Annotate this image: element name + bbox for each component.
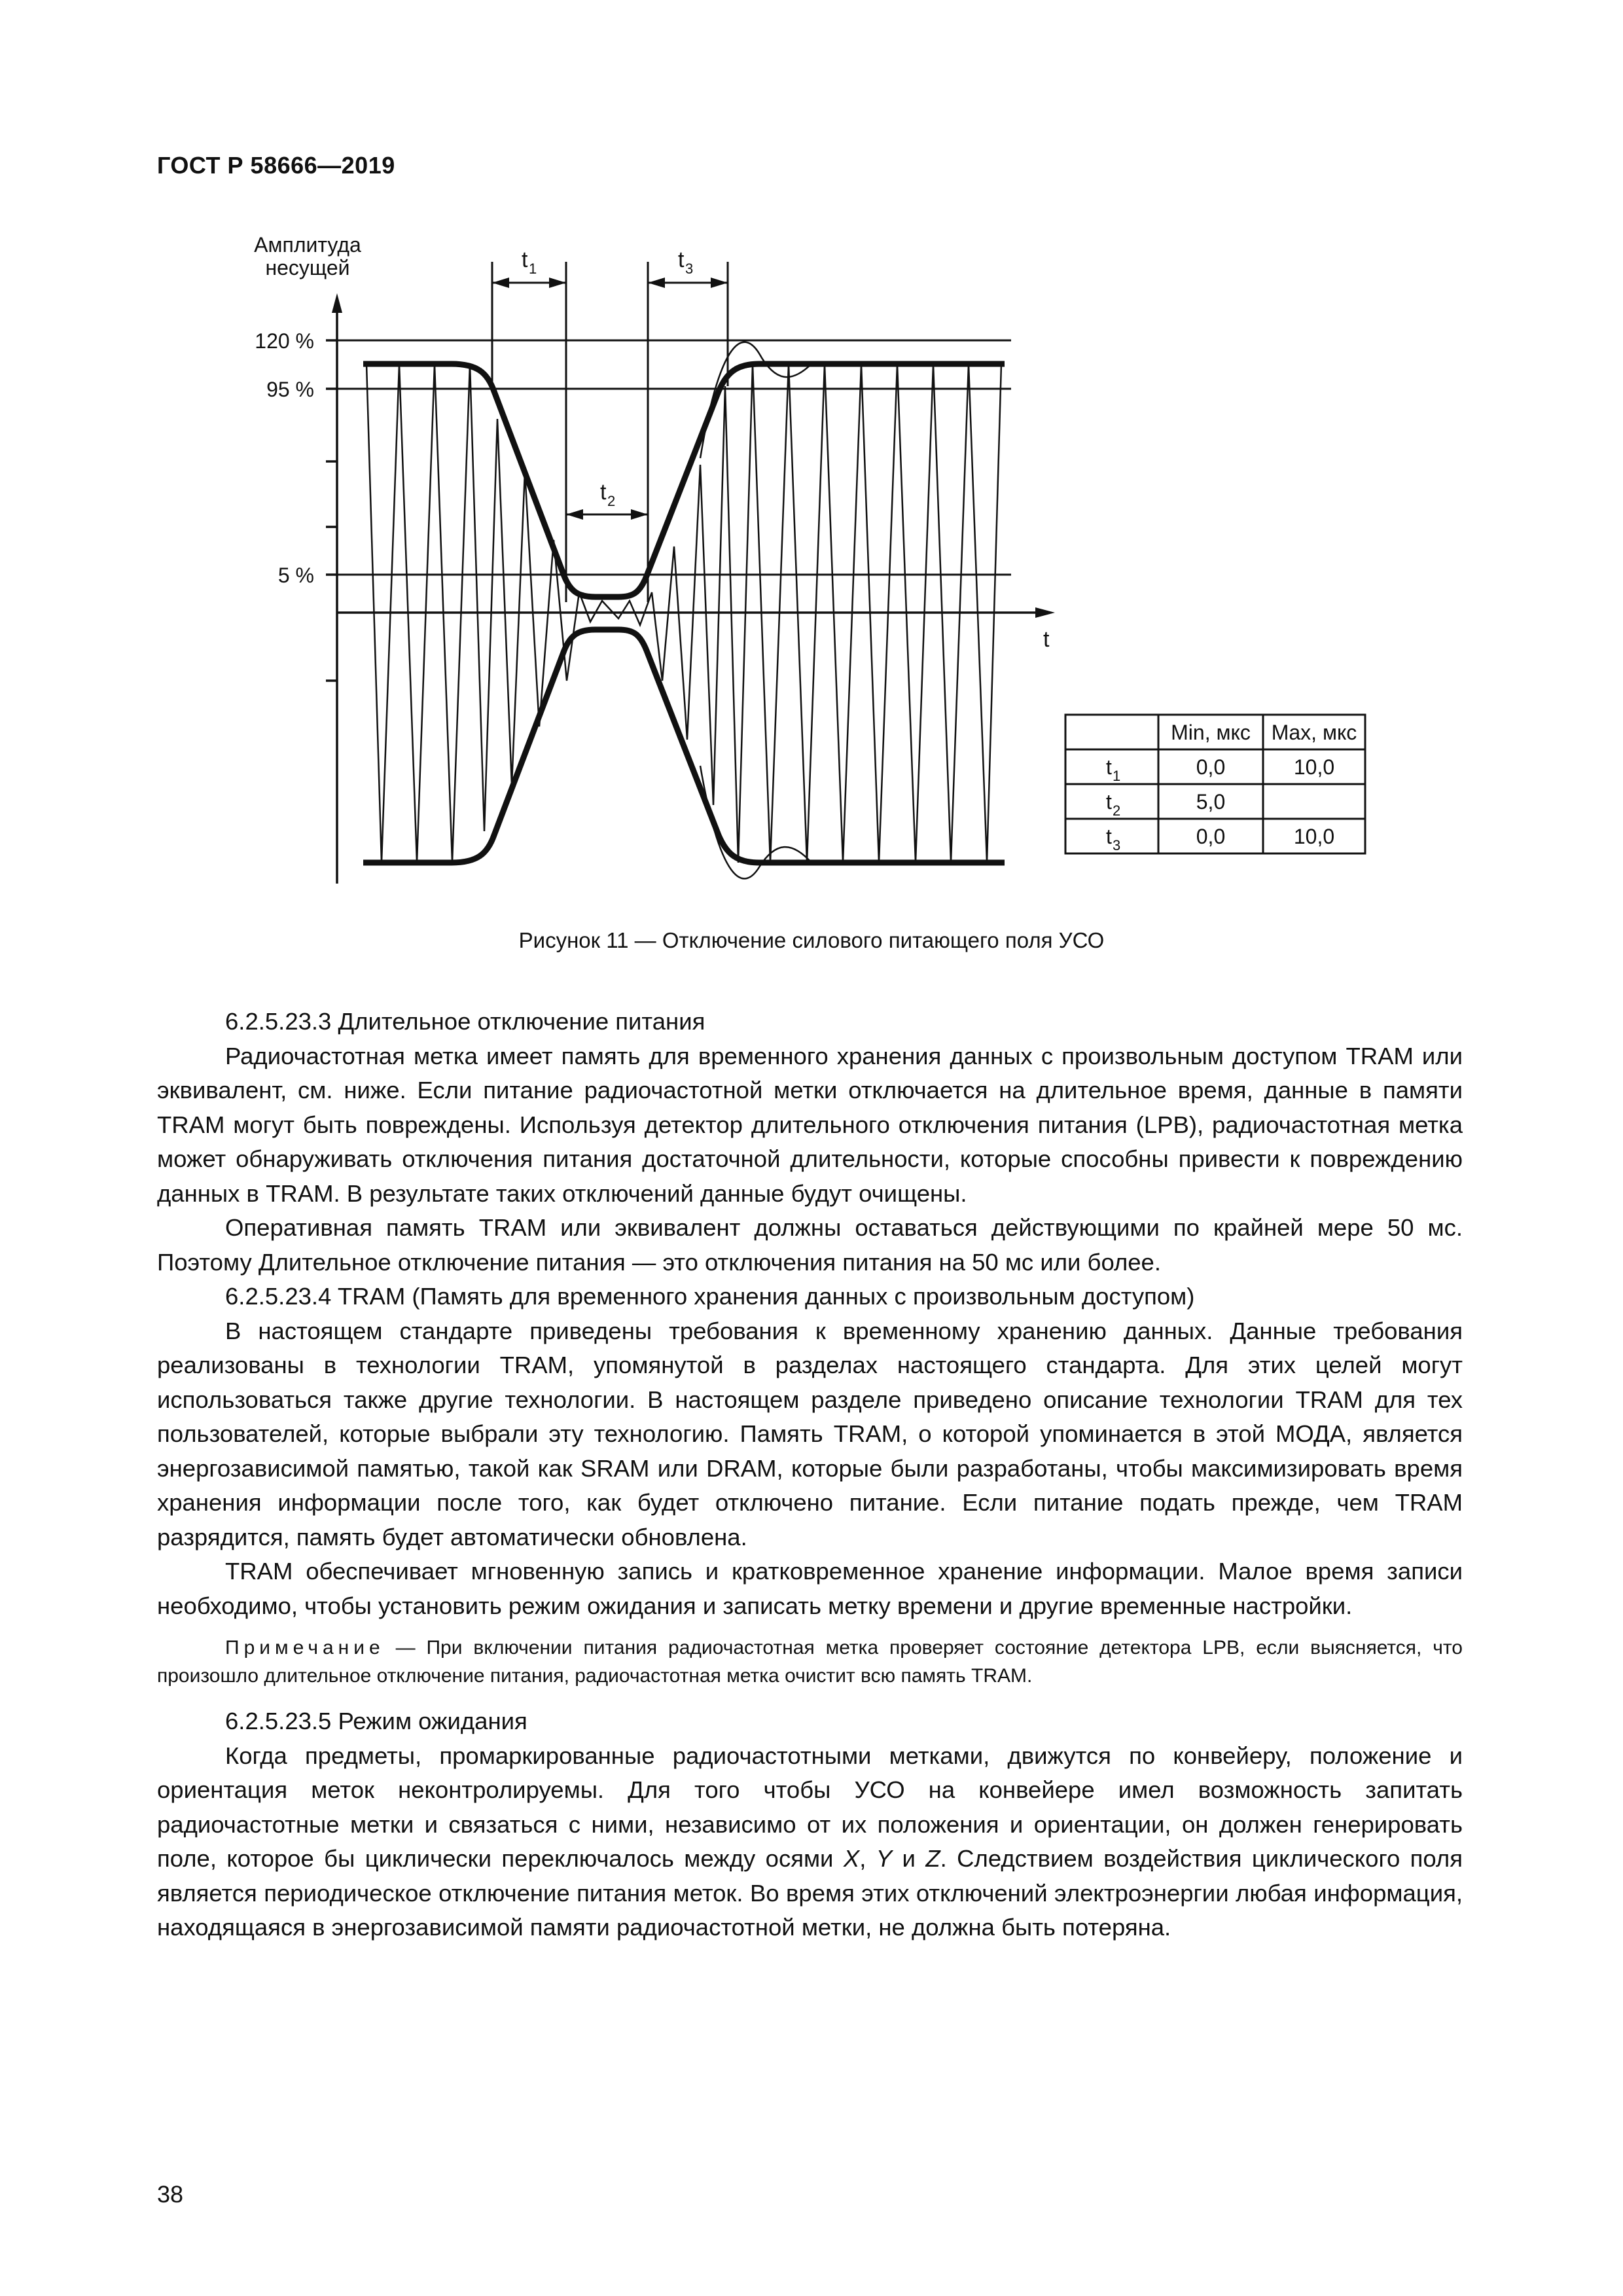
table-row-2-min: 5,0 — [1196, 790, 1226, 814]
t3-label: t — [678, 247, 685, 272]
interval-t2 — [566, 480, 648, 520]
note-label: Примечание — [225, 1637, 385, 1659]
figure-caption: Рисунок 11 — Отключение силового питающего поля УСО — [518, 928, 1105, 952]
paragraph-part: , — [859, 1845, 876, 1872]
t2-label: t — [600, 480, 607, 505]
table-row-3-min: 0,0 — [1196, 825, 1226, 848]
y-tick-120: 120 % — [255, 329, 314, 353]
table-row-3-max: 10,0 — [1293, 825, 1335, 848]
body-text — [157, 1005, 1463, 1945]
y-axis-ticks — [326, 340, 337, 681]
paragraph: В настоящем стандарте приведены требования к временному хранению данных. Данные требования реализованы в технологии TRAM, упомянутой в разделах настоящего стандарта. Для этих целей могут использоваться также другие технологии. В настоящем разделе приведено описание технологии TRAM для тех пользователей, которые выбрали эту технологию. Память TRAM, о которой упоминается в этой МОДА, является энергозависимой памятью, такой как SRAM или DRAM, которые были разработаны, чтобы максимизировать время хранения информации после того, как будет отключено питание. Если питание подать прежде, чем TRAM разрядится, память будет автоматически обновлена. — [157, 1317, 1463, 1551]
table-row-1-max: 10,0 — [1293, 755, 1335, 779]
interval-guides — [492, 262, 728, 602]
paragraph-part: и — [892, 1845, 926, 1872]
section-heading-6-2-5-23-5: 6.2.5.23.5 Режим ожидания — [225, 1708, 527, 1734]
table-row-3-sub: 3 — [1113, 837, 1121, 853]
y-tick-5: 5 % — [277, 564, 314, 587]
axis-z: Z — [925, 1845, 940, 1872]
section-heading-6-2-5-23-4: 6.2.5.23.4 TRAM (Память для временного хранения данных с произвольным доступом) — [225, 1283, 1195, 1310]
interval-t1 — [492, 247, 566, 288]
t3-subscript: 3 — [685, 260, 694, 277]
t1-subscript: 1 — [529, 260, 537, 277]
interval-t3 — [648, 247, 728, 288]
paragraph-part: . Следствием воздействия циклического поля является периодическое отключение питания меток. Во время этих отключений электроэнергии любая информация, находящаяся в энергозависимой памяти радиочастотной метки, не должна быть потеряна. — [157, 1845, 1463, 1941]
paragraph-part: Когда предметы, промаркированные радиочастотными метками, движутся по конвейеру, положение и ориентация меток неконтролируемы. Для того чтобы УСО на конвейере имел возможность запитать радиочастотные метки и связаться с ними, независимо от их положения и ориентации, он должен генерировать поле, которое бы циклически переключалось между осями — [157, 1742, 1463, 1872]
document-code-header: ГОСТ Р 58666—2019 — [157, 152, 395, 179]
t2-subscript: 2 — [607, 493, 616, 509]
waveform-diagram — [0, 0, 1623, 995]
timing-table — [1065, 715, 1365, 853]
axis-x: X — [843, 1845, 860, 1872]
paragraph — [157, 1739, 1463, 1945]
note — [157, 1634, 1463, 1690]
table-row-3-param: t — [1106, 825, 1112, 848]
paragraph: TRAM обеспечивает мгновенную запись и кратковременное хранение информации. Малое время записи необходимо, чтобы установить режим ожидания и записать метку времени и другие временные настройки. — [157, 1558, 1463, 1619]
table-row-2-param: t — [1106, 790, 1112, 814]
y-axis-label-line2: несущей — [265, 256, 350, 279]
paragraph: Оперативная память TRAM или эквивалент должны оставаться действующими по крайней мере 50 мс. Поэтому Длительное отключение питания — это отключения питания на 50 мс или более. — [157, 1214, 1463, 1276]
figure-11 — [0, 0, 1623, 995]
table-row-1-min: 0,0 — [1196, 755, 1226, 779]
table-row-1-sub: 1 — [1113, 768, 1121, 784]
table-row-2-sub: 2 — [1113, 802, 1121, 819]
axis-y: Y — [876, 1845, 893, 1872]
y-tick-95: 95 % — [266, 378, 314, 401]
table-header-min: Min, мкс — [1171, 721, 1251, 744]
table-row-1-param: t — [1106, 755, 1112, 779]
time-axis-arrow — [1035, 607, 1055, 618]
section-heading-6-2-5-23-3: 6.2.5.23.3 Длительное отключение питания — [225, 1008, 705, 1035]
table-header-max: Max, мкс — [1271, 721, 1357, 744]
t1-label: t — [522, 247, 528, 272]
page-number: 38 — [157, 2181, 184, 2208]
paragraph: Радиочастотная метка имеет память для временного хранения данных с произвольным доступом TRAM или эквивалент, см. ниже. Если питание радиочастотной метки отключается на длительное время, данные в памяти TRAM могут быть повреждены. Используя детектор длительного отключения питания (LPB), радиочастотная метка может обнаруживать отключения питания достаточной длительности, которые способны привести к повреждению данных в TRAM. В результате таких отключений данные будут очищены. — [157, 1042, 1463, 1207]
note-text: — При включении питания радиочастотная метка проверяет состояние детектора LPB, если выясняется, что произошло длительное отключение питания, радиочастотная метка очистит всю память TRAM. — [157, 1637, 1463, 1687]
upper-envelope — [363, 364, 1005, 597]
y-axis-label-line1: Амплитуда — [254, 233, 361, 257]
y-axis-arrow — [332, 293, 342, 313]
time-axis-label: t — [1043, 627, 1050, 652]
